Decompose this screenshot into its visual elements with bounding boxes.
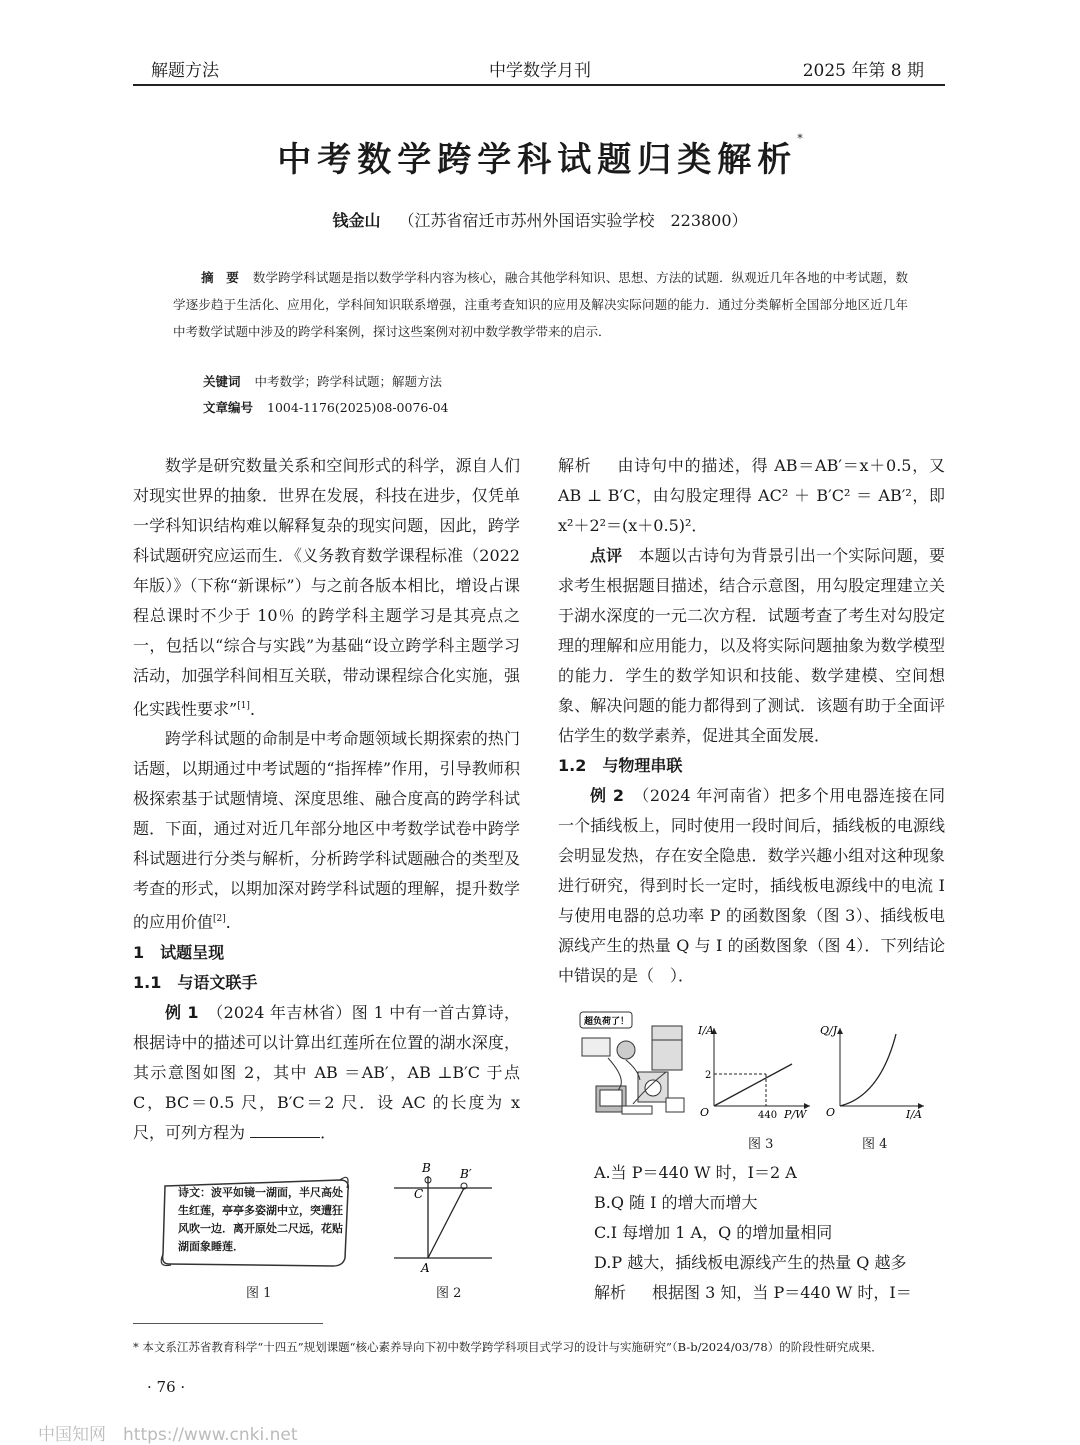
figure-4-caption: 图 4 [862, 1137, 888, 1152]
fig3-ylabel: I/A [698, 1024, 714, 1037]
comment-1: 点评 本题以古诗句为背景引出一个实际问题，要求考生根据题目描述，结合示意图，用勾股定理建立关于湖水深度的一元二次方程．试题考查了考生对勾股定理的理解和应用能力，以及将实际问题抽象为数学模型的能力．学生的数学知识和技能、数学建模、空间想象、解决问题的能力都得到了测试．该题有助于全面评估学生的数学素养，促进其全面发展． [558, 546, 945, 745]
fig4-origin: O [826, 1106, 836, 1119]
example-2: 例 2 （2024 年河南省）把多个用电器连接在同一个插线板上，同时使用一段时间后，插线板的电源线会明显发热，存在安全隐患．数学兴趣小组对这种现象进行研究，得到时长一定时，插线板电源线中的电流 I 与使用电器的总功率 P 的函数图象（图 3）、插线板电源线产生的热量 Q 与 I 的函数图象（图 4）．下列结论中错误的是（ ）． [558, 786, 945, 985]
paragraph-proposal: 跨学科试题的命制是中考命题领域长期探索的热门话题，以期通过中考试题的“指挥棒”作用，引导教师积极探索基于试题情境、深度思维、融合度高的跨学科试题．下面，通过对近几年部分地区中考数学试卷中跨学科试题进行分类与解析，分析跨学科试题融合的类型及考查的形式，以期加深对跨学科试题的理解，提升数学的应用价值[2]． [133, 729, 520, 932]
author-name: 钱金山 [332, 211, 381, 230]
abstract: 摘 要 数学跨学科试题是指以数学学科内容为核心，融合其他学科知识、思想、方法的试题．纵观近几年各地的中考试题，数学逐步趋于生活化、应用化，学科间知识联系增强，注重考查知识的应用及解决实际问题的能力．通过分类解析全国部分地区近几年中考数学试题中涉及的跨学科案例，探讨这些案例对初中数学教学带来的启示． [173, 270, 908, 339]
solution-1: 解析 由诗句中的描述，得 AB＝AB′＝x＋0.5，又 AB ⊥ B′C，由勾股定理得 AC² ＋ B′C² ＝ AB′²，即 x²＋2²＝(x＋0.5)²． [558, 456, 945, 535]
option-a: A.当 P＝440 W 时，I＝2 A [594, 1163, 797, 1182]
poem-text: 诗文：波平如镜一湖面，半尺高处生红莲，亭亭多姿湖中立，突遭狂风吹一边．离开原处二尺远，花贴湖面象睡莲． [178, 1186, 343, 1253]
right-column [558, 451, 945, 991]
section-heading-1: 1 试题呈现 [133, 942, 225, 962]
header-section: 解题方法 [151, 61, 219, 81]
fig3-origin: O [700, 1106, 710, 1119]
figure-1-caption: 图 1 [246, 1286, 272, 1301]
page-number: · 76 · [147, 1378, 186, 1396]
fig4-ylabel: Q/J [820, 1024, 838, 1037]
label-C: C [414, 1187, 424, 1201]
section-heading-1-1: 1.1 与语文联手 [133, 972, 258, 992]
example-1: 例 1 （2024 年吉林省）图 1 中有一首古算诗，根据诗中的描述可以计算出红莲所在位置的湖水深度，其示意图如图 2，其中 AB ＝AB′，AB ⊥B′C 于点 C，BC＝0.5 尺，B′C＝2 尺．设 AC 的长度为 x 尺，可列方程为 ． [133, 1002, 520, 1142]
fig3-tick-y: 2 [705, 1070, 712, 1081]
figure-2-diagram [388, 1160, 498, 1276]
keywords: 关键词 中考数学；跨学科试题；解题方法 [203, 374, 443, 389]
label-B: B [422, 1161, 431, 1175]
answer-options [594, 1158, 945, 1308]
footnote-rule [133, 1323, 323, 1324]
fig3-xlabel: P/W [784, 1108, 807, 1120]
author-line [0, 208, 1080, 231]
figure-2-caption: 图 2 [436, 1286, 462, 1301]
option-c: C.I 每增加 1 A，Q 的增加量相同 [594, 1223, 833, 1242]
label-A: A [421, 1261, 430, 1275]
answer-blank [250, 1121, 320, 1138]
current-power-line [714, 1064, 792, 1106]
header-issue: 2025 年第 8 期 [802, 61, 924, 81]
section-heading-1-2: 1.2 与物理串联 [558, 756, 683, 775]
footnote: * 本文系江苏省教育科学“十四五”规划课题“核心素养导向下初中数学跨学科项目式学习的设计与实施研究”（B-b/2024/03/78）的阶段性研究成果． [133, 1340, 883, 1354]
figure-4-graph [820, 1020, 930, 1120]
fig4-xlabel: I/A [906, 1108, 922, 1120]
cnki-watermark: 中国知网 https://www.cnki.net [38, 1425, 298, 1445]
article-title: 中考数学跨学科试题归类解析* [277, 132, 803, 180]
fig3-tick-x: 440 [758, 1110, 778, 1120]
label-B-prime: B′ [460, 1167, 472, 1181]
left-column [133, 451, 520, 1148]
author-affiliation: （江苏省宿迁市苏州外国语实验学校 223800） [398, 211, 748, 230]
header-rule [133, 84, 945, 86]
header-journal: 中学数学月刊 [489, 61, 591, 81]
paragraph-intro: 数学是研究数量关系和空间形式的科学，源自人们对现实世界的抽象．世界在发展，科技在进步，仅凭单一学科知识结构难以解释复杂的现实问题，因此，跨学科试题研究应运而生．《义务教育数学课程标准（2022 年版）》（下称“新课标”）与之前各版本相比，增设占课程总课时不少于 10％ 的跨学科主题学习是其亮点之一，包括以“综合与实践”为基础“设立跨学科主题学习活动，加强学科间相互关联，带动课程综合化实施，强化实践性要求”[1]． [133, 456, 520, 719]
heat-curve [840, 1034, 896, 1106]
figure-3-graph [696, 1020, 818, 1120]
appliances-illustration [578, 1010, 690, 1120]
option-b: B.Q 随 I 的增大而增大 [594, 1193, 758, 1212]
solution-2: 解析 根据图 3 知，当 P＝440 W 时，I＝ [594, 1283, 912, 1302]
overload-badge: 超负荷了！ [584, 1017, 630, 1027]
article-number: 文章编号 1004-1176(2025)08-0076-04 [203, 400, 449, 415]
option-d: D.P 越大，插线板电源线产生的热量 Q 越多 [594, 1253, 907, 1272]
figure-3-caption: 图 3 [748, 1137, 774, 1152]
